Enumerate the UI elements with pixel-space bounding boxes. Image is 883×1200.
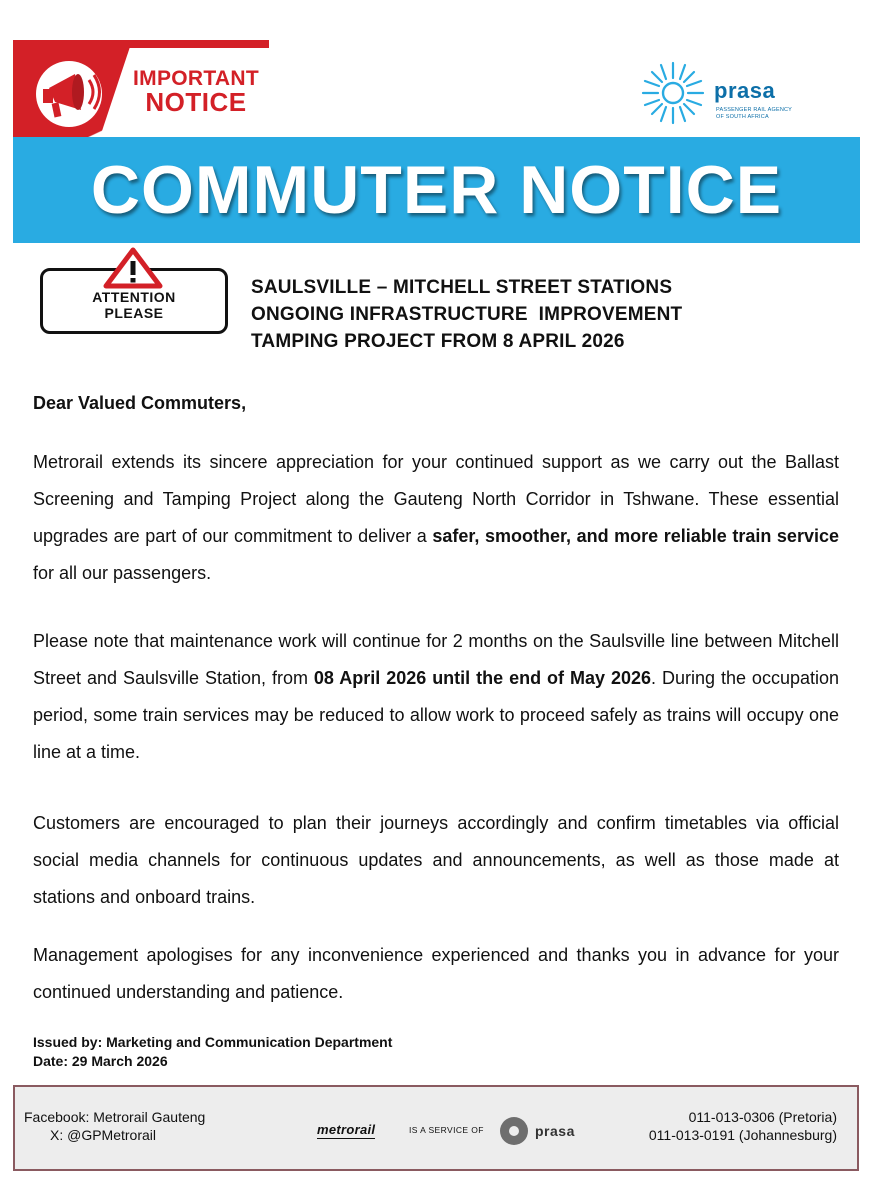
megaphone-icon — [31, 52, 111, 132]
warning-triangle-icon — [103, 247, 163, 289]
please-line: PLEASE — [104, 305, 164, 321]
paragraph-plan-journeys: Customers are encouraged to plan their journeys accordingly and confirm timetables via official social media channels for continuous updates and announcements, as well as those made at stations and onboard trains. — [33, 813, 839, 907]
metrorail-logo: metrorail — [317, 1122, 376, 1137]
important-label: IMPORTANT — [133, 67, 259, 90]
paragraph-maintenance — [33, 623, 839, 771]
phone-johannesburg[interactable]: 011-013-0191 (Johannesburg) — [648, 1127, 837, 1143]
paragraph-apology: Management apologises for any inconvenience experienced and thanks you in advance for your continued understanding and patience. — [33, 945, 839, 1002]
attention-line: ATTENTION — [92, 289, 176, 305]
prasa-circle-icon — [500, 1117, 528, 1145]
headline-line: TAMPING PROJECT FROM 8 APRIL 2026 — [251, 331, 625, 352]
important-notice-badge — [13, 40, 269, 140]
headline-line: ONGOING INFRASTRUCTURE IMPROVEMENT — [251, 304, 683, 325]
footer-service-logos — [317, 1117, 587, 1145]
service-of-text: IS A SERVICE OF — [409, 1125, 484, 1135]
headline-line: SAULSVILLE – MITCHELL STREET STATIONS — [251, 277, 673, 298]
paragraph-text: Metrorail extends its sincere appreciation for your continued support as we carry out the Ballast Screening and Tamping Project along the Gauteng North Corridor in Tshwane. These essential upgrades are part of our commitment to deliver a — [33, 452, 839, 546]
issued-block — [33, 1033, 392, 1071]
footer-prasa-logo: prasa — [535, 1123, 575, 1139]
paragraph-emphasis: safer, smoother, and more reliable train service — [432, 526, 839, 546]
paragraph-appreciation — [33, 444, 839, 592]
paragraph-emphasis: 08 April 2026 until the end of May 2026 — [313, 668, 652, 688]
attention-text — [43, 289, 225, 321]
facebook-link[interactable]: Facebook: Metrorail Gauteng — [24, 1109, 206, 1125]
issued-by: Issued by: Marketing and Communication Department — [33, 1034, 393, 1050]
x-link[interactable]: X: @GPMetrorail — [50, 1127, 157, 1143]
prasa-logo-icon — [640, 60, 706, 126]
commuter-notice-banner — [13, 137, 860, 243]
prasa-wordmark: prasa — [714, 78, 776, 103]
important-notice-text — [121, 67, 271, 117]
page-title: COMMUTER NOTICE — [90, 152, 783, 228]
paragraph-text: . During the occupation period, some train services may be reduced to allow work to proceed safely as trains will occupy one line at a time. — [33, 668, 839, 762]
footer — [13, 1085, 859, 1171]
greeting: Dear Valued Commuters, — [33, 393, 247, 413]
footer-social — [24, 1108, 205, 1144]
notice-headline — [251, 274, 682, 355]
footer-phones — [649, 1108, 837, 1144]
paragraph-text: Please note that maintenance work will continue for 2 months on the Saulsville line between Mitchell Street and Saulsville Station, from — [33, 631, 839, 688]
notice-label: NOTICE — [145, 87, 247, 117]
phone-pretoria[interactable]: 011-013-0306 (Pretoria) — [688, 1109, 837, 1125]
issued-date: Date: 29 March 2026 — [33, 1053, 168, 1069]
paragraph-text: for all our passengers. — [33, 563, 212, 583]
prasa-subtitle: PASSENGER RAIL AGENCY OF SOUTH AFRICA — [716, 107, 792, 120]
prasa-logo — [640, 60, 820, 130]
